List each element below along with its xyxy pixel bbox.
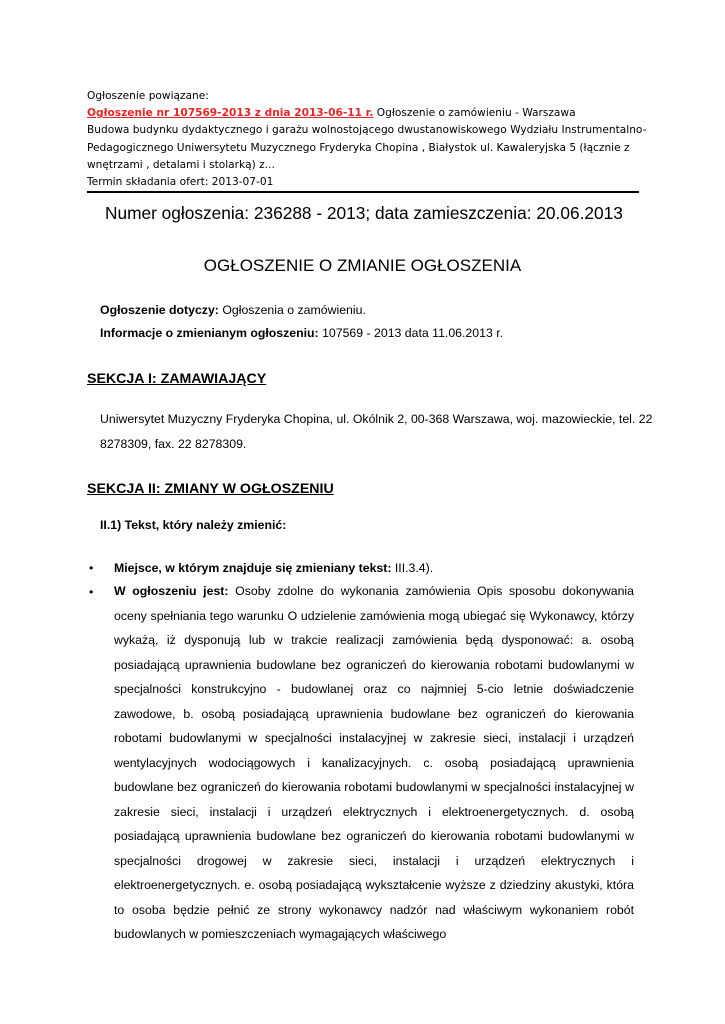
related-link-line	[87, 105, 647, 122]
bullet-icon: •	[89, 585, 94, 599]
related-link-suffix: Ogłoszenie o zamówieniu - Warszawa	[373, 107, 576, 120]
concerns-label: Ogłoszenie dotyczy:	[100, 303, 219, 317]
related-notice-link[interactable]: Ogłoszenie nr 107569-2013 z dnia 2013-06-11 r.	[87, 107, 374, 120]
info-label: Informacje o zmienianym ogłoszeniu:	[100, 326, 319, 340]
section-1-title: SEKCJA I: ZAMAWIAJĄCY	[87, 371, 267, 387]
is-label: W ogłoszeniu jest:	[114, 584, 229, 598]
section-2-title: SEKCJA II: ZMIANY W OGŁOSZENIU	[87, 481, 334, 497]
divider	[87, 191, 639, 193]
section-2-subtitle: II.1) Tekst, który należy zmienić:	[100, 518, 287, 532]
is-value: Osoby zdolne do wykonania zamówienia Opis sposobu dokonywania oceny spełniania tego warunku O udzielenie zamówienia mogą ubiegać się Wykonawcy, którzy wykażą, iż dysponują lub w trakcie realizacji zamówienia będą dysponować: a. osobą posiadającą uprawnienia budowlane bez ograniczeń do kierowania robotami budowlanymi w specjalności konstrukcyjno - budowlanej oraz co najmniej 5-cio letnie doświadczenie zawodowe, b. osobą posiadającą uprawnienia budowlane bez ograniczeń do kierowania robotami budowlanymi w specjalności instalacyjnej w zakresie sieci, instalacji i urządzeń wentylacyjnych wodociągowych i kanalizacyjnych. c. osobą posiadającą uprawnienia budowlane bez ograniczeń do kierowania robotami budowlanymi w specjalności instalacyjnej w zakresie sieci, instalacji i urządzeń elektrycznych i elektroenergetycznych. d. osobą posiadającą uprawnienia budowlane bez ograniczeń do kierowania robotami budowlanymi w specjalności drogowej w zakresie sieci, instalacji i urządzeń elektrycznych i elektroenergetycznych. e. osobą posiadającą wykształcenie wyższe z dziedziny akustyki, która to osoba będzie pełnić ze strony wykonawcy nadzór nad właściwym wykonaniem robót budowlanych w pomieszczeniach wymagających właściwego	[114, 584, 634, 941]
notice-title: OGŁOSZENIE O ZMIANIE OGŁOSZENIA	[203, 256, 522, 275]
related-heading: Ogłoszenie powiązane:	[87, 90, 209, 102]
concerns-line	[100, 303, 366, 317]
is-text-block	[114, 579, 634, 947]
related-notice-block	[87, 88, 647, 191]
related-deadline: Termin składania ofert: 2013-07-01	[87, 176, 274, 189]
place-line	[114, 561, 433, 575]
notice-number: Numer ogłoszenia: 236288 - 2013; data zamieszczenia: 20.06.2013	[105, 203, 623, 223]
section-1-text: Uniwersytet Muzyczny Fryderyka Chopina, ul. Okólnik 2, 00-368 Warszawa, woj. mazowieckie, tel. 22 8278309, fax. 22 8278309.	[100, 412, 653, 451]
concerns-value: Ogłoszenia o zamówieniu.	[218, 303, 366, 317]
related-description: Budowa budynku dydaktycznego i garażu wolnostojącego dwustanowiskowego Wydziału Instrumentalno-Pedagogicznego Uniwersytetu Muzycznego Fryderyka Chopina , Białystok ul. Kawaleryjska 5 (łącznie z wnętrzami , detalami i stolarką) z...	[87, 124, 647, 171]
place-label: Miejsce, w którym znajduje się zmieniany tekst:	[114, 561, 392, 575]
info-line	[100, 326, 503, 340]
place-value: III.3.4).	[391, 561, 434, 575]
bullet-icon: •	[89, 561, 94, 575]
info-value: 107569 - 2013 data 11.06.2013 r.	[318, 326, 504, 340]
